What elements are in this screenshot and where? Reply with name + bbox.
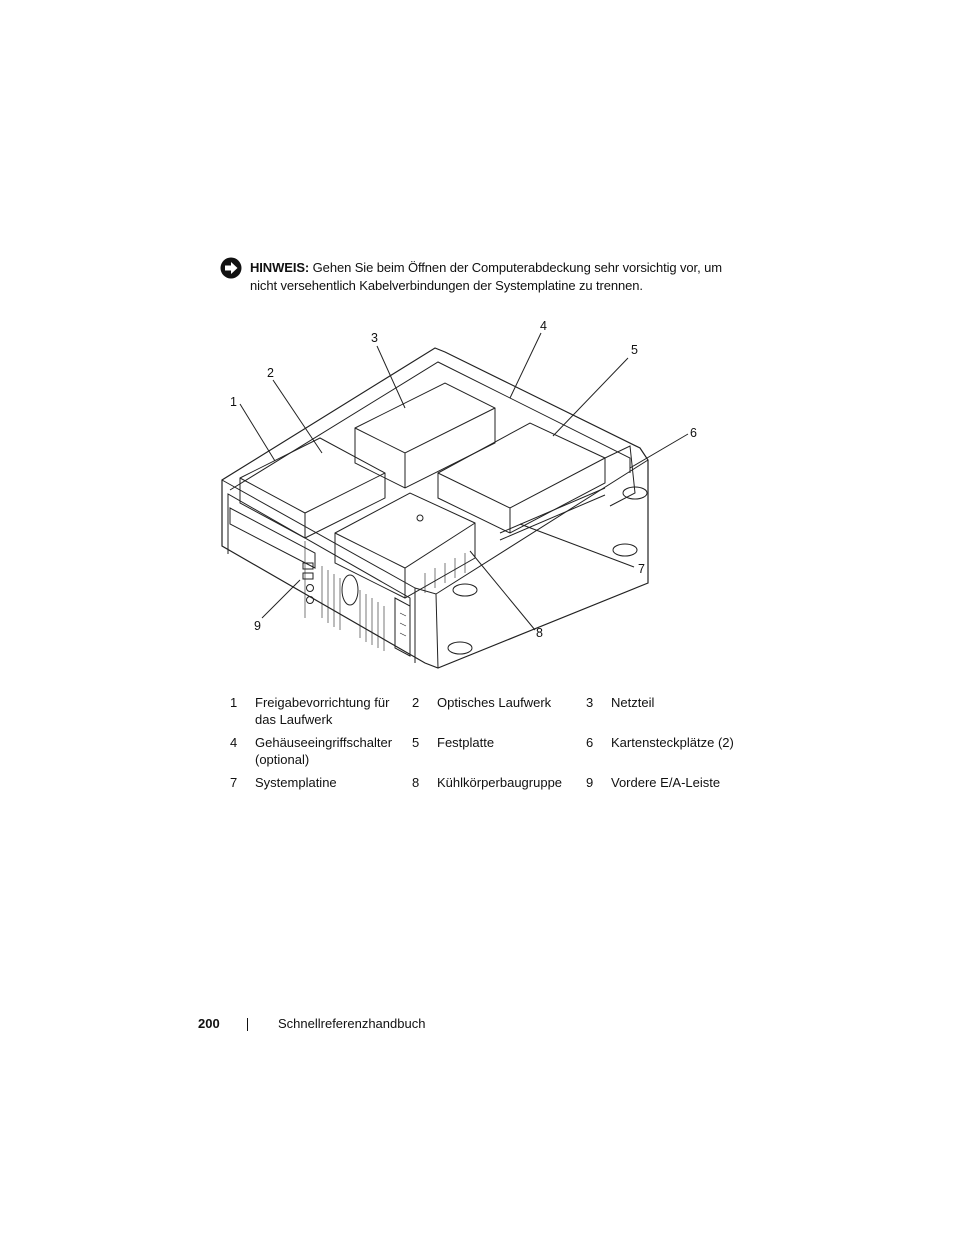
legend-label: Festplatte bbox=[437, 735, 495, 750]
legend-label: Gehäuseeingriffschalter (optional) bbox=[255, 735, 393, 767]
legend-label: Netzteil bbox=[611, 695, 655, 710]
computer-diagram bbox=[210, 318, 700, 678]
chassis-feet bbox=[448, 487, 647, 654]
legend-label: Optisches Laufwerk bbox=[437, 695, 552, 710]
notice-text bbox=[250, 259, 730, 295]
callout-6: 6 bbox=[690, 426, 697, 440]
computer-interior-figure bbox=[210, 318, 700, 678]
callout-3: 3 bbox=[371, 331, 378, 345]
legend-table bbox=[224, 694, 747, 797]
callout-2: 2 bbox=[267, 366, 274, 380]
legend-number: 8 bbox=[412, 775, 420, 790]
legend-number: 2 bbox=[412, 695, 420, 710]
footer-title: Schnellreferenzhandbuch bbox=[278, 1016, 426, 1031]
callout-4: 4 bbox=[540, 319, 547, 333]
footer-separator bbox=[247, 1018, 248, 1031]
legend-label: Systemplatine bbox=[255, 775, 337, 790]
legend-number: 5 bbox=[412, 735, 420, 750]
optical-drive-shape bbox=[240, 438, 385, 538]
hard-drive-shape bbox=[438, 423, 605, 533]
legend-label: Kartensteckplätze (2) bbox=[611, 735, 734, 750]
legend-label: Kühlkörperbaugruppe bbox=[437, 775, 563, 790]
callout-1: 1 bbox=[230, 395, 237, 409]
legend-row bbox=[224, 734, 747, 774]
legend-number: 6 bbox=[586, 735, 594, 750]
chassis-outline bbox=[222, 348, 648, 668]
legend-number: 3 bbox=[586, 695, 594, 710]
callout-5: 5 bbox=[631, 343, 638, 357]
notice-body: Gehen Sie beim Öffnen der Computerabdeckung sehr vorsichtig vor, um nicht versehentlich Kabelverbindungen der Systemplatine zu trennen. bbox=[250, 260, 722, 293]
legend-row bbox=[224, 774, 747, 797]
legend-number: 4 bbox=[230, 735, 238, 750]
legend-number: 7 bbox=[230, 775, 238, 790]
callout-9: 9 bbox=[254, 619, 261, 633]
notice-arrow-icon bbox=[220, 257, 242, 279]
system-board-shape bbox=[500, 446, 635, 540]
callout-7: 7 bbox=[638, 562, 645, 576]
power-supply-shape bbox=[355, 383, 495, 488]
legend-number: 1 bbox=[230, 695, 238, 710]
legend-row bbox=[224, 694, 747, 734]
callout-8: 8 bbox=[536, 626, 543, 640]
page-number: 200 bbox=[198, 1016, 220, 1031]
legend-label: Freigabevorrichtung für das Laufwerk bbox=[255, 695, 390, 727]
legend-number: 9 bbox=[586, 775, 594, 790]
notice-label: HINWEIS: bbox=[250, 260, 310, 275]
legend-label: Vordere E/A-Leiste bbox=[611, 775, 721, 790]
